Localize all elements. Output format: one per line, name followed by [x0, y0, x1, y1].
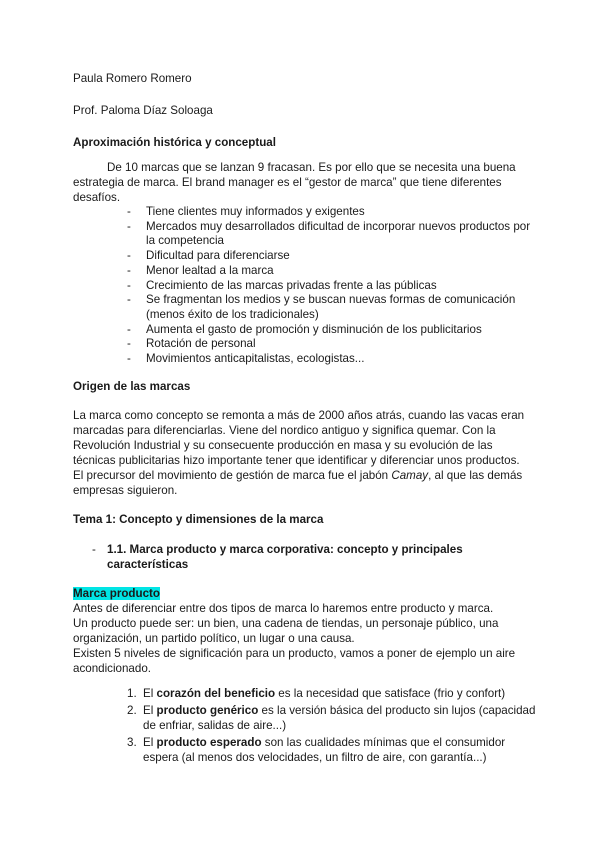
section-title-aproximacion: Aproximación histórica y conceptual [73, 136, 276, 149]
item-term: corazón del beneficio [156, 687, 276, 700]
intro-paragraph: De 10 marcas que se lanzan 9 fracasan. Es por ello que se necesita una buena estrategia de marca. El brand manager es el “gestor de marca” que tiene diferentes desafíos. [73, 161, 516, 204]
item-term: producto esperado [156, 736, 262, 749]
subsection-dash: - [92, 543, 96, 556]
list-item [127, 703, 537, 733]
item-pre: El [143, 704, 157, 717]
item-desc: son las cualidades mínimas que el consumidor espera (al menos dos velocidades, un filtro de aire, con garantía...) [143, 736, 506, 764]
list-item: - Se fragmentan los medios y se buscan nuevas formas de comunicación (menos éxito de los tradicionales) [127, 293, 532, 322]
item-number: 3. [127, 736, 137, 749]
producto-p2: Un producto puede ser: un bien, una cadena de tiendas, un personaje público, una organización, un partido político, un lugar o una causa. [73, 617, 499, 645]
subsection-title: 1.1. Marca producto y marca corporativa: concepto y principales características [107, 543, 463, 571]
list-item: - Rotación de personal [127, 337, 532, 352]
list-item: - Movimientos anticapitalistas, ecologistas... [127, 352, 532, 367]
origen-text-brand: Camay [391, 469, 429, 482]
author-name: Paula Romero Romero [73, 72, 192, 85]
list-item: - Crecimiento de las marcas privadas frente a las públicas [127, 279, 532, 294]
professor-name: Prof. Paloma Díaz Soloaga [73, 104, 213, 117]
levels-list [127, 686, 537, 767]
section-title-origen: Origen de las marcas [73, 380, 191, 393]
origen-text-b: , al que las demás empresas siguieron. [73, 469, 523, 497]
producto-p1: Antes de diferenciar entre dos tipos de marca lo haremos entre producto y marca. [73, 602, 494, 615]
subsection-1-1 [92, 542, 522, 572]
origen-paragraph [73, 408, 533, 498]
item-number: 2. [127, 704, 137, 717]
challenges-list [127, 205, 532, 367]
list-item: - Mercados muy desarrollados dificultad de incorporar nuevos productos por la competencia [127, 220, 532, 249]
list-item: - Menor lealtad a la marca [127, 264, 532, 279]
marca-producto-heading-wrap [73, 586, 160, 601]
list-item: - Tiene clientes muy informados y exigentes [127, 205, 532, 220]
list-item [127, 735, 537, 765]
marca-producto-heading: Marca producto [73, 587, 160, 600]
item-desc: es la necesidad que satisface (frio y confort) [275, 687, 506, 700]
origen-text-a: La marca como concepto se remonta a más de 2000 años atrás, cuando las vacas eran marcadas para diferenciarlas. Viene del nordico antiguo y significa quemar. Con la Revolución Industrial y su consecuente producción en masa y su evolución de las técnicas publicitarias hizo importante tener que identificar y diferenciar unos productos. El precursor del movimiento de gestión de marca fue el jabón [73, 409, 525, 482]
item-pre: El [143, 687, 157, 700]
item-desc: es la versión básica del producto sin lujos (capacidad de enfriar, salidas de aire...) [143, 704, 536, 732]
list-item [127, 686, 537, 701]
section-title-tema1: Tema 1: Concepto y dimensiones de la marca [73, 513, 324, 526]
item-term: producto genérico [156, 704, 259, 717]
list-item: - Dificultad para diferenciarse [127, 249, 532, 264]
item-number: 1. [127, 687, 137, 700]
producto-p3: Existen 5 niveles de significación para un producto, vamos a poner de ejemplo un aire acondicionado. [73, 647, 516, 675]
list-item: - Aumenta el gasto de promoción y disminución de los publicitarios [127, 323, 532, 338]
item-pre: El [143, 736, 157, 749]
